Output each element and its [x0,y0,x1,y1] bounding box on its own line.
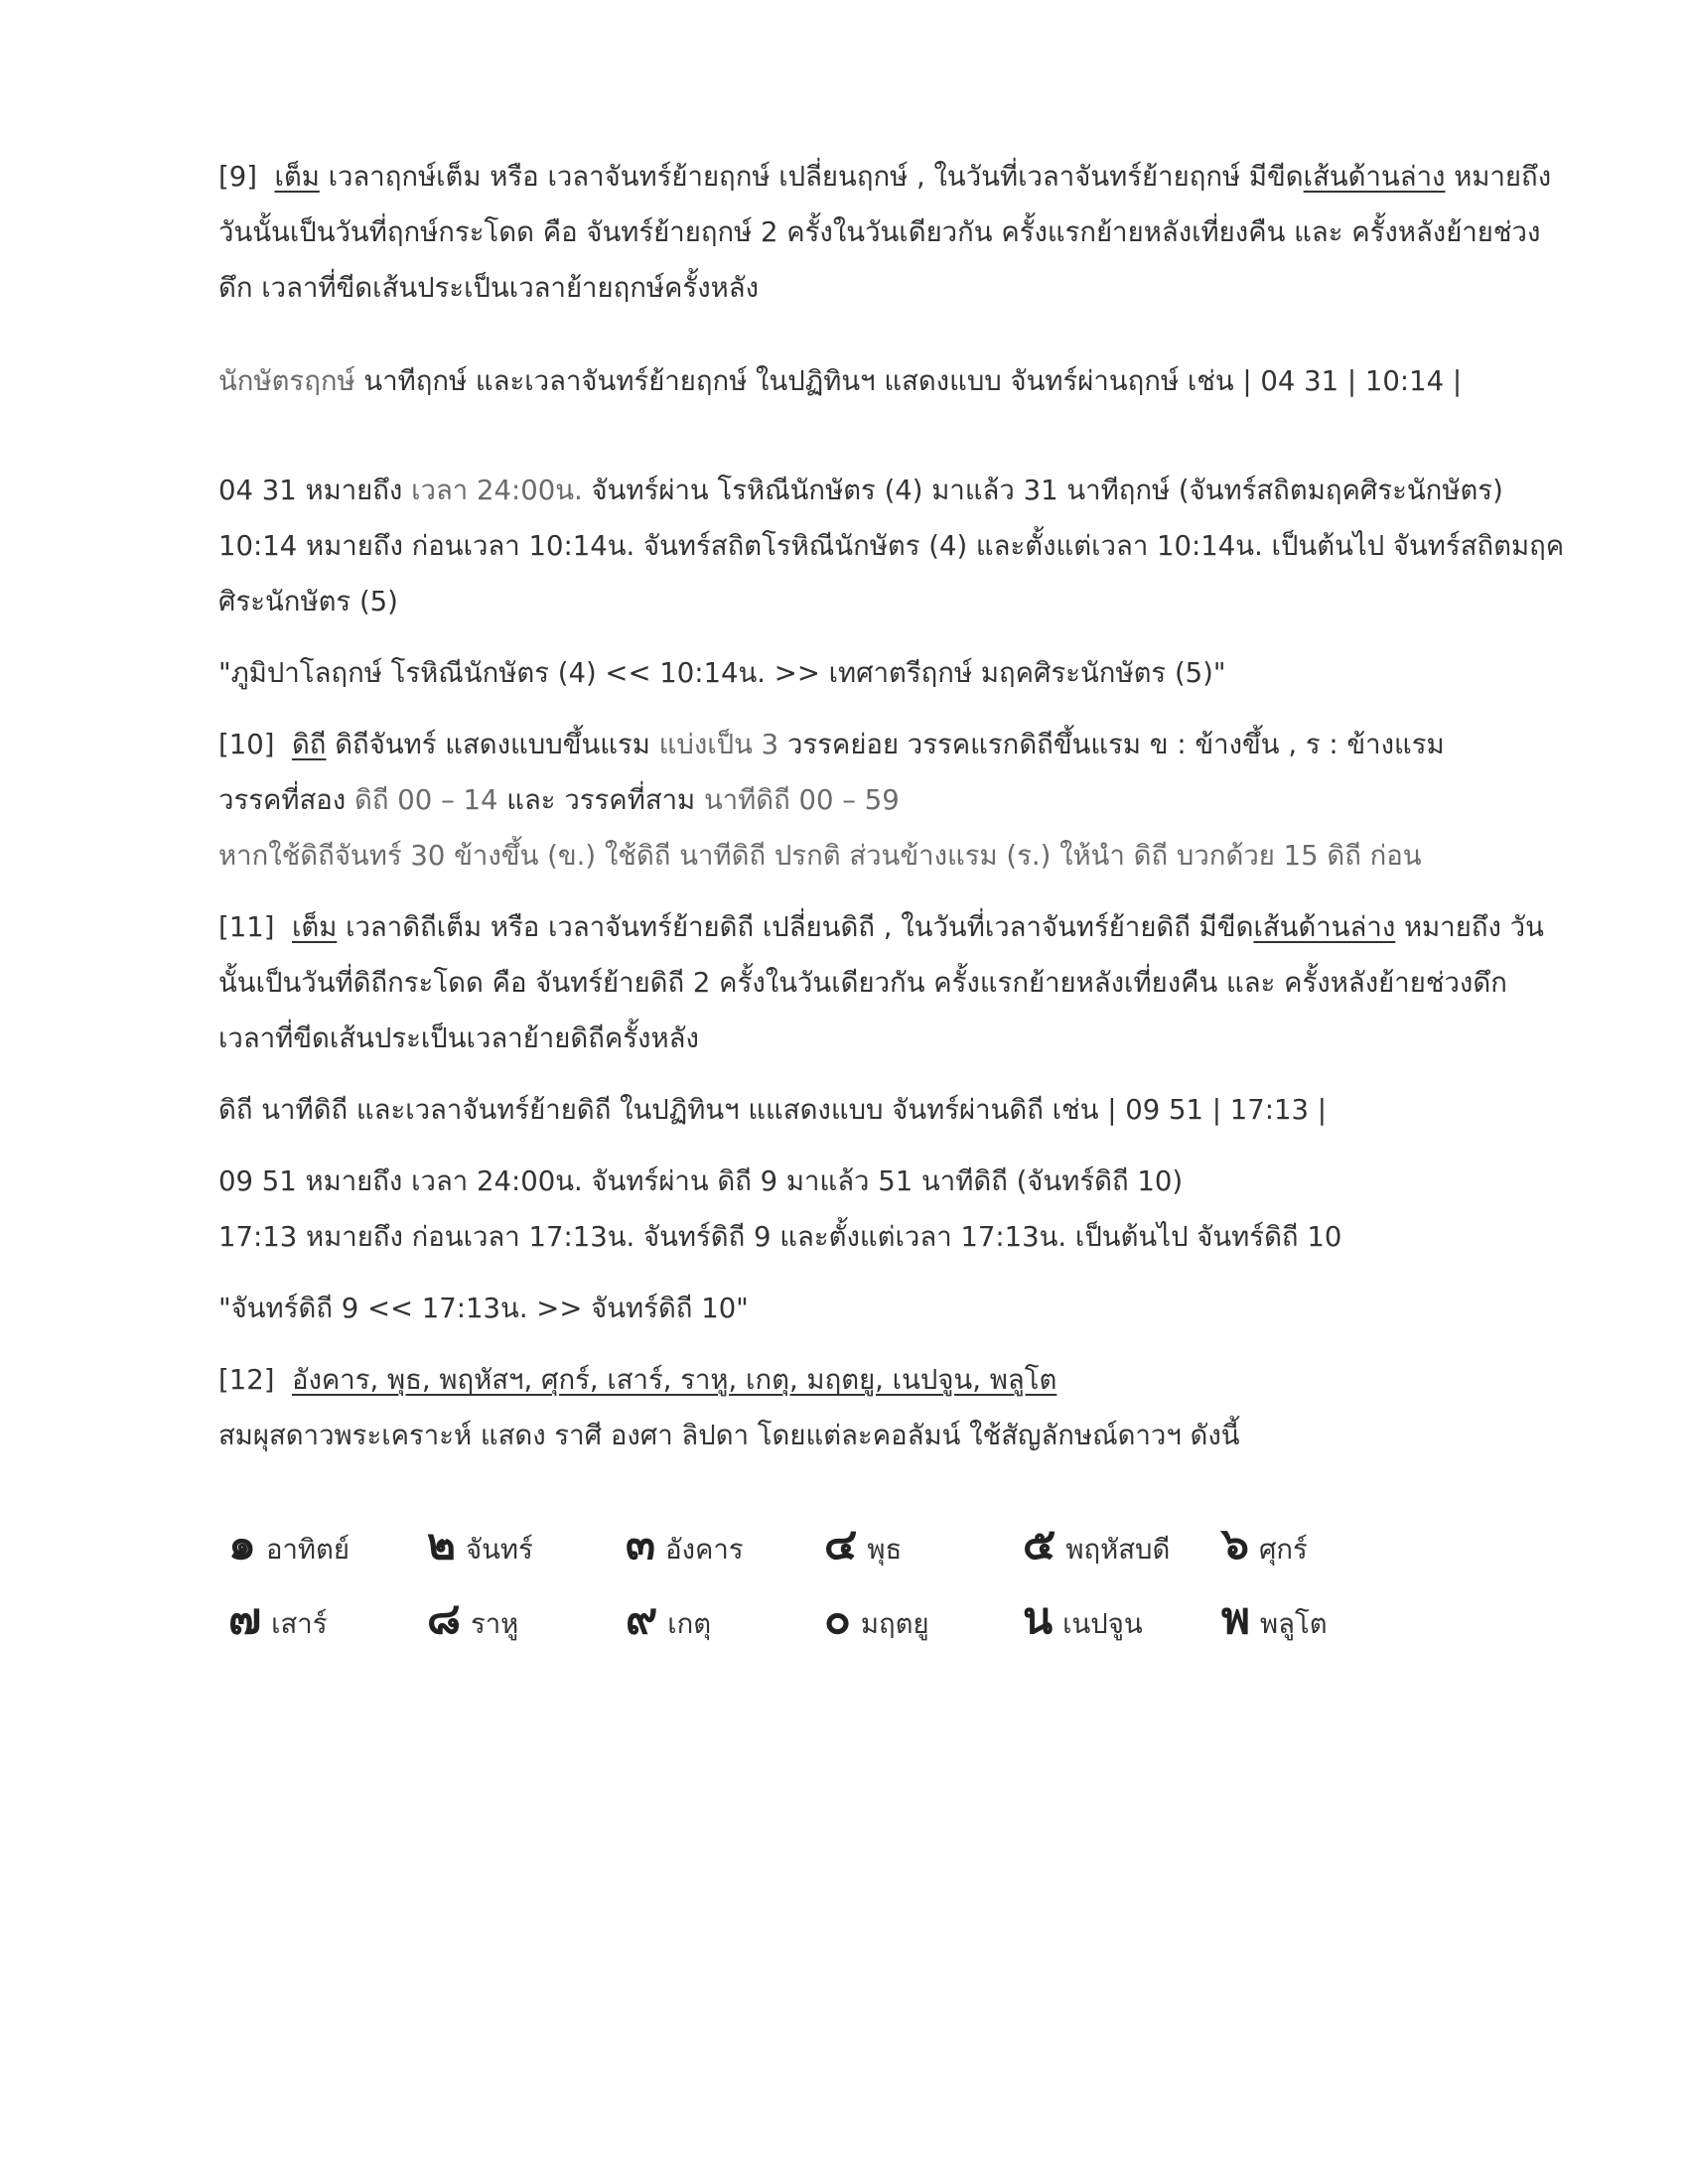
s10-line-1-c: วรรคย่อย วรรคแรกดิถีขึ้นแรม ข : ข้างขึ้น , ร : ข้างแรม [786,729,1445,760]
planet-symbol-glyph: ๖ [1221,1519,1249,1570]
planet-symbol-glyph: ๒ [427,1519,457,1570]
planet-symbol-name: พุธ [867,1534,903,1566]
planet-symbol-name: ศุกร์ [1258,1534,1308,1566]
s9-meaning-3: ศิระนักษัตร (5) [218,586,398,617]
planet-symbol-name: ราหู [470,1608,519,1640]
s11-line-1 [218,899,1544,955]
planet-symbol-glyph: น [1023,1593,1054,1644]
planet-symbol-glyph: ๓ [626,1519,656,1570]
s9-meaning-1 [218,463,1509,518]
s9-line-3: ดึก เวลาที่ขีดเส้นประเป็นเวลาย้ายฤกษ์ครั้งหลัง [218,272,760,304]
s9-number: [9] [218,161,257,193]
s10-line-3 [218,828,1509,884]
s9-example-label: นักษัตรฤกษ์ [218,365,355,397]
planet-symbol-name: เกตุ [667,1608,712,1640]
s11-number: [11] [218,911,275,943]
s9-underline-text: เส้นด้านล่าง [1303,161,1446,193]
s10-line-3-c: ส่วนข้างแรม (ร.) ให้นำ [849,840,1125,872]
planet-symbol-name: เนปจูน [1062,1608,1143,1640]
s12-line-2: สมผุสดาวพระเคราะห์ แสดง ราศี องศา ลิปดา โดยแต่ละคอลัมน์ ใช้สัญลักษณ์ดาวฯ ดังนี้ [218,1420,1240,1451]
s10-line-3-d: ดิถี บวกด้วย 15 ดิถี ก่อน [1133,840,1422,872]
s10-line-1-b: แบ่งเป็น 3 [658,729,779,760]
s12-number: [12] [218,1364,275,1396]
s12-line-1 [218,1352,1509,1408]
s11-meaning-1: 09 51 หมายถึง เวลา 24:00น. จันทร์ผ่าน ดิถี 9 มาแล้ว 51 นาทีดิถี (จันทร์ดิถี 10) [218,1165,1184,1197]
s10-line-2-c: และ วรรคที่สาม [506,784,696,816]
planet-symbol-name: อาทิตย์ [265,1534,350,1566]
s10-line-2-b: ดิถี 00 – 14 [354,784,498,816]
s11-line-1-end: หมายถึง วัน [1404,911,1544,943]
s11-line-2: นั้นเป็นวันที่ดิถีกระโดด คือ จันทร์ย้ายดิถี 2 ครั้งในวันเดียวกัน ครั้งแรกย้ายหลังเที่ยงคืน และ ครั้งหลังย้ายช่วงดึก [218,967,1507,999]
s10-line-1 [218,717,1509,772]
s10-line-3-a: หากใช้ดิถีจันทร์ 30 ข้างขึ้น (ข.) ใช้ดิถี [218,840,671,872]
planet-symbol-item [427,1583,518,1653]
planet-symbol-name: พฤหัสบดี [1065,1534,1171,1566]
s9-line-2: วันนั้นเป็นวันที่ฤกษ์กระโดด คือ จันทร์ย้ายฤกษ์ 2 ครั้งในวันเดียวกัน ครั้งแรกย้ายหลังเที่ยงคืน และ ครั้งหลังย้ายช่วง [218,216,1541,248]
planet-symbol-name: เสาร์ [271,1608,328,1640]
s9-line-1 [218,149,1552,205]
s9-meaning-1-b: เวลา 24:00น. [411,475,583,506]
s9-line-1-end: หมายถึง [1454,161,1552,193]
s11-line-1-text: เวลาดิถีเต็ม หรือ เวลาจันทร์ย้ายดิถี เปลี่ยนดิถี , ในวันที่เวลาจันทร์ย้ายดิถี มีขีด [346,911,1254,943]
planet-symbol-name: อังคาร [665,1534,744,1566]
s11-term: เต็ม [291,911,338,943]
s11-example-line: ดิถี นาทีดิถี และเวลาจันทร์ย้ายดิถี ในปฏิทินฯ แแสดงแบบ จันทร์ผ่านดิถี เช่น | 09 51 | 17:13 | [218,1094,1327,1126]
s10-term: ดิถี [291,729,327,760]
s9-meaning-1-a: 04 31 หมายถึง [218,475,403,506]
s10-line-2-d: นาทีดิถี 00 – 59 [703,784,900,816]
s9-meaning-1-c: จันทร์ผ่าน โรหิณีนักษัตร (4) มาแล้ว 31 นาทีฤกษ์ (จันทร์สถิตมฤคศิระนักษัตร) [591,475,1503,506]
s11-line-3: เวลาที่ขีดเส้นประเป็นเวลาย้ายดิถีครั้งหลัง [218,1023,699,1054]
document-page [218,149,1565,1463]
planet-symbol-item [824,1509,902,1578]
planet-symbol-glyph: ๘ [427,1593,461,1644]
planet-symbol-item [626,1509,744,1578]
planet-symbol-name: จันทร์ [466,1534,533,1566]
s11-meaning-2: 17:13 หมายถึง ก่อนเวลา 17:13น. จันทร์ดิถี 9 และตั้งแต่เวลา 17:13น. เป็นต้นไป จันทร์ดิถี 10 [218,1221,1342,1253]
planet-symbol-glyph: ๑ [228,1519,256,1570]
s11-quote: "จันทร์ดิถี 9 << 17:13น. >> จันทร์ดิถี 10" [218,1293,749,1324]
s9-quote: "ภูมิปาโลฤกษ์ โรหิณีนักษัตร (4) << 10:14น. >> เทศาตรีฤกษ์ มฤคศิระนักษัตร (5)" [218,657,1226,689]
planet-symbol-name: พลูโต [1260,1608,1328,1640]
planet-symbol-item [1221,1583,1328,1653]
s9-line-1-text: เวลาฤกษ์เต็ม หรือ เวลาจันทร์ย้ายฤกษ์ เปลี่ยนฤกษ์ , ในวันที่เวลาจันทร์ย้ายฤกษ์ มีขีด [328,161,1304,193]
planet-symbol-glyph: ๕ [1023,1519,1056,1570]
planet-symbol-item [626,1583,711,1653]
planet-symbol-grid [228,1509,1519,1688]
planet-symbol-item [228,1509,350,1578]
s9-meaning-2: 10:14 หมายถึง ก่อนเวลา 10:14น. จันทร์สถิตโรหิณีนักษัตร (4) และตั้งแต่เวลา 10:14น. เป็นต้นไป จันทร์สถิตมฤค [218,530,1565,562]
s9-example-line [218,353,1509,409]
planet-symbol-item [1023,1509,1170,1578]
planet-symbol-glyph: ๐ [824,1593,851,1644]
planet-symbol-name: มฤตยู [860,1608,929,1640]
planet-symbol-glyph: ๙ [626,1593,658,1644]
planet-symbol-item [1023,1583,1143,1653]
s12-planet-list: อังคาร, พุธ, พฤหัสฯ, ศุกร์, เสาร์, ราหู, เกตุ, มฤตยู, เนปจูน, พลูโต [291,1364,1057,1396]
s9-example-text: นาทีฤกษ์ และเวลาจันทร์ย้ายฤกษ์ ในปฏิทินฯ แสดงแบบ จันทร์ผ่านฤกษ์ เช่น | 04 31 | 10:14 | [363,365,1463,397]
s11-underline-text: เส้นด้านล่าง [1253,911,1396,943]
planet-symbol-item [427,1509,533,1578]
planet-symbol-glyph: พ [1221,1593,1251,1644]
planet-symbol-glyph: ๔ [824,1519,858,1570]
s10-line-2-a: วรรคที่สอง [218,784,347,816]
s10-line-2 [218,772,1509,828]
s10-line-1-a: ดิถีจันทร์ แสดงแบบขึ้นแรม [335,729,650,760]
s9-term: เต็ม [274,161,320,193]
planet-symbol-item [228,1583,328,1653]
s10-number: [10] [218,729,275,760]
planet-symbol-item [1221,1509,1308,1578]
planet-symbol-glyph: ๗ [228,1593,262,1644]
planet-symbol-item [824,1583,929,1653]
s10-line-3-b: นาทีดิถี ปรกติ [679,840,841,872]
